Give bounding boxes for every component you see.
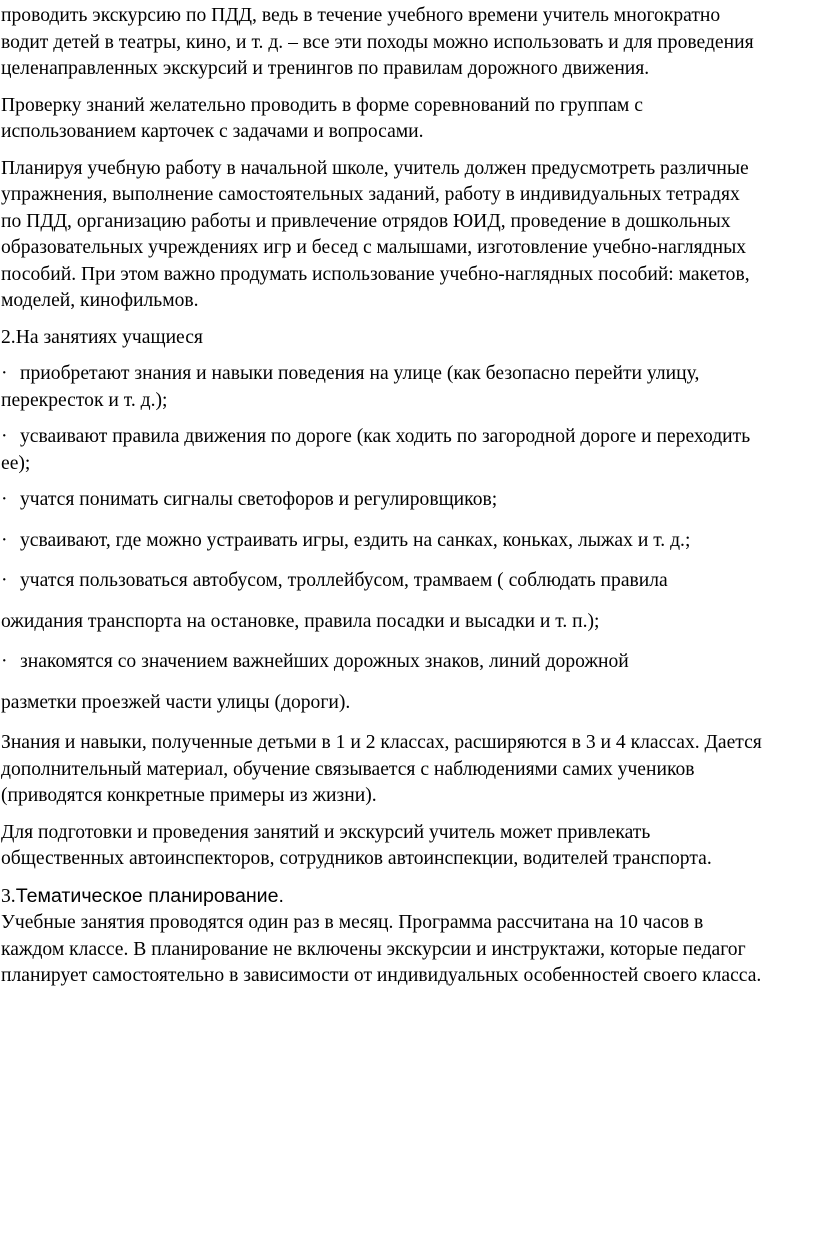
paragraph-inspectors [1,820,816,873]
list-item-text: усваивают правила движения по дороге (как ходить по загородной дороге и переходить [20,426,751,447]
text-line: пособий. При этом важно продумать использование учебно-наглядных пособий: макетов, [1,263,750,285]
text-line: дополнительный материал, обучение связывается с наблюдениями самих учеников [1,758,695,780]
text-line: использованием карточек с задачами и вопросами. [1,121,424,142]
list-item-first-line [1,649,816,676]
list-item-continuation: ее); [1,452,31,474]
list-item [1,424,816,477]
list-item-continuation-paragraph: разметки проезжей части улицы (дороги). [1,691,351,713]
bullet-icon: · [1,651,8,672]
paragraph-grades [1,730,816,810]
list-item-text: знакомятся со значением важнейших дорожных знаков, линий дорожной [20,651,629,672]
list-item-text: учатся пользоваться автобусом, троллейбусом, трамваем ( соблюдать правила [20,570,668,591]
list-item [1,361,816,414]
section-2-heading: 2.На занятиях учащиеся [1,326,203,348]
section-3-heading [1,883,816,911]
text-line: Проверку знаний желательно проводить в форме соревнований по группам с [1,94,643,116]
text-line: Учебные занятия проводятся один раз в месяц. Программа рассчитана на 10 часов в [1,912,704,933]
text-line: (приводятся конкретные примеры из жизни). [1,785,377,806]
bullet-icon: · [1,529,8,551]
text-line: упражнения, выполнение самостоятельных заданий, работу в индивидуальных тетрадях [1,184,740,205]
bullet-icon: · [1,363,8,384]
paragraph-planning [1,156,816,315]
list-item-text: приобретают знания и навыки поведения на улице (как безопасно перейти улицу, [20,363,700,384]
list-item-first-line [1,361,816,388]
list-item-text: учатся понимать сигналы светофоров и регулировщиков; [20,489,498,510]
list-item [1,568,816,595]
list-item [1,487,816,514]
text-line: проводить экскурсию по ПДД, ведь в течение учебного времени учитель многократно [1,5,721,26]
section-3-title: Тематическое планирование. [15,884,284,907]
list-item-first-line [1,424,816,451]
text-line: планирует самостоятельно в зависимости от индивидуальных особенностей своего класса. [1,965,762,986]
text-line: водит детей в театры, кино, и т. д. – все эти походы можно использовать и для проведения [1,31,754,53]
text-line: моделей, кинофильмов. [1,290,199,311]
bullet-icon: · [1,570,8,591]
bullet-icon: · [1,426,8,447]
paragraph-knowledge-check [1,93,816,146]
text-line: целенаправленных экскурсий и тренингов по правилам дорожного движения. [1,58,650,79]
list-item-first-line [1,487,816,514]
list-item-first-line [1,568,816,595]
text-line: общественных автоинспекторов, сотрудников автоинспекции, водителей транспорта. [1,848,712,869]
bullet-icon: · [1,489,8,510]
text-line: по ПДД, организацию работы и привлечение отрядов ЮИД, проведение в дошкольных [1,210,731,232]
text-line: каждом классе. В планирование не включены экскурсии и инструктажи, которые педагог [1,938,746,960]
list-item-first-line [1,528,816,555]
list-item-text: усваивают, где можно устраивать игры, ездить на санках, коньках, лыжах и т. д.; [20,529,691,551]
section-3-number: 3. [1,885,16,907]
list-item [1,528,816,555]
list-item-continuation: перекресток и т. д.); [1,389,168,411]
paragraph-excursion [1,3,816,83]
text-line: Для подготовки и проведения занятий и экскурсий учитель может привлекать [1,821,651,843]
list-item [1,649,816,676]
list-item-continuation-paragraph: ожидания транспорта на остановке, правила посадки и высадки и т. п.); [1,610,600,632]
text-line: Планируя учебную работу в начальной школе, учитель должен предусмотреть различные [1,157,749,179]
text-line: Знания и навыки, полученные детьми в 1 и 2 классах, расширяются в 3 и 4 классах. Дается [1,732,762,753]
section-3-block [1,883,816,990]
text-line: образовательных учреждениях игр и бесед с малышами, изготовление учебно-наглядных [1,237,747,258]
